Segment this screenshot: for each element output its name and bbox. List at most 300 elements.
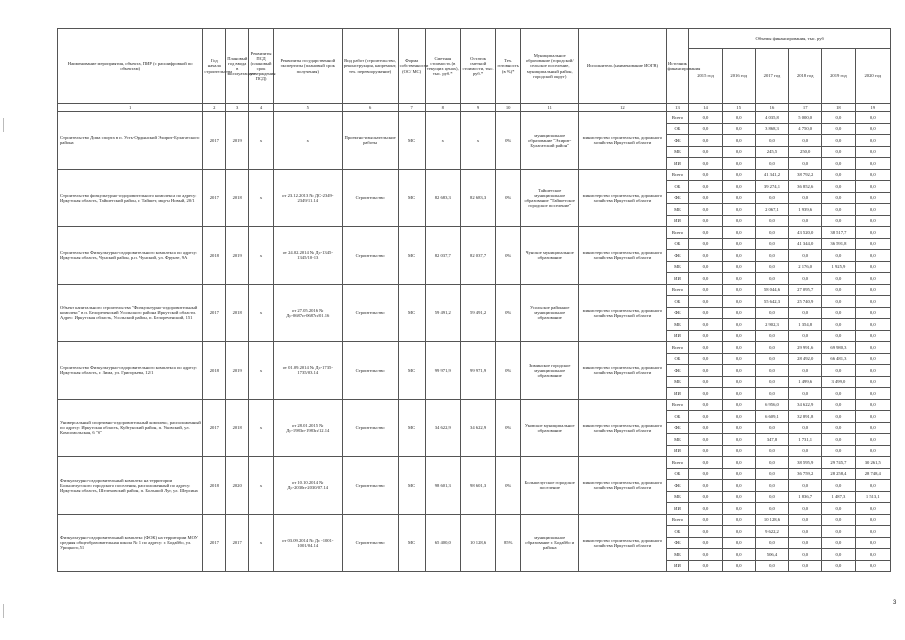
funding-value: 0,0 [755,273,788,285]
expertise-details: от 01.09.2014 № Дс-1735-1735/03.14 [274,342,343,400]
funding-value: 28 748,4 [855,468,890,480]
funding-value: 0,0 [855,169,890,181]
funding-value: 0,0 [822,514,855,526]
funding-value: 0,0 [689,330,722,342]
funding-source: МБ [666,491,689,503]
funding-value: 0,0 [855,549,890,561]
work-type: Строительство [342,457,398,515]
funding-source: МБ [666,261,689,273]
funding-value: 0,0 [722,514,755,526]
funding-value: 0,0 [755,353,788,365]
funding-value: 0,0 [755,480,788,492]
psd-details: х [249,112,274,170]
funding-value: 0,0 [755,457,788,469]
table-row [58,227,891,239]
funding-value: 0,0 [789,537,822,549]
funding-value: 0,0 [722,307,755,319]
header-psd: Реквизиты ПСД (плановый срок утверждения ПСД) [249,29,274,104]
executor: министерство строительства, дорожного хозяйства Иркутской области [579,112,666,170]
funding-value: 0,0 [789,215,822,227]
funding-value: 0,0 [855,307,890,319]
municipality: Тайшетское муниципальное образование "Тайшетское городское поселение" [521,169,579,227]
end-year: 2018 [226,399,249,457]
funding-value: 2 902,3 [755,319,788,331]
funding-value: 41 341,2 [755,169,788,181]
header-expertise: Реквизиты государственной экспертизы (плановый срок получения) [274,29,343,104]
funding-source: Всего [666,227,689,239]
funding-value: 0,0 [689,434,722,446]
funding-value: 0,0 [689,342,722,354]
funding-value: 0,0 [722,445,755,457]
funding-source: ОБ [666,181,689,193]
remaining-cost: 59 491,2 [460,284,495,342]
table-row [58,514,891,526]
funding-value: 0,0 [722,480,755,492]
funding-value: 0,0 [689,273,722,285]
funding-value: 0,0 [855,353,890,365]
funding-value: 245,5 [755,146,788,158]
end-year: 2019 [226,342,249,400]
funding-value: 27 095,7 [789,284,822,296]
funding-value: 0,0 [722,112,755,124]
funding-value: 0,0 [689,399,722,411]
header-year: 2015 год [689,49,722,104]
funding-value: 0,0 [822,123,855,135]
start-year: 2017 [203,514,226,572]
expertise-details: от 24.02.2014 № Дс-1345-1345/10-13 [274,227,343,285]
table-row [58,169,891,181]
end-year: 2017 [226,514,249,572]
funding-value: 0,0 [822,192,855,204]
funding-source: ИИ [666,215,689,227]
funding-value: 0,0 [789,330,822,342]
funding-value: 0,0 [789,388,822,400]
funding-value: 0,0 [689,353,722,365]
funding-value: 9 622,2 [755,526,788,538]
project-name: Физкультурно-оздоровительный комплекс (ФОК) на территории МОУ средняя общеобразовательная школа № 1 по адресу: г. Бодайбо, ул. Урицкого,51 [58,514,203,572]
funding-value: 0,0 [722,537,755,549]
funding-value: 0,0 [855,112,890,124]
financing-table [57,28,891,572]
column-number: 16 [755,104,788,112]
funding-value: 0,0 [822,365,855,377]
funding-value: 0,0 [722,215,755,227]
executor: министерство строительства, дорожного хозяйства Иркутской области [579,514,666,572]
funding-value: 32 891,8 [789,411,822,423]
funding-value: 1 925,9 [822,261,855,273]
column-number: 2 [203,104,226,112]
column-number: 18 [822,104,855,112]
funding-source: ИИ [666,445,689,457]
funding-value: 0,0 [855,376,890,388]
funding-value: 0,0 [789,445,822,457]
funding-value: 1 499,6 [789,376,822,388]
table-body [58,112,891,572]
funding-value: 3 868,3 [755,123,788,135]
funding-value: 0,0 [789,192,822,204]
funding-value: 0,0 [855,342,890,354]
funding-value: 0,0 [822,388,855,400]
funding-value: 0,0 [855,273,890,285]
column-number: 6 [342,104,398,112]
funding-value: 1 731,1 [789,434,822,446]
funding-value: 38 595,9 [789,457,822,469]
project-name: Строительство Физкультурно-оздоровительного комплекса по адресу: Иркутская область, Чунский район, р.п. Чунский, ул. Фрунзе, 9А [58,227,203,285]
funding-value: 4 035,8 [755,112,788,124]
work-type: Строительство [342,514,398,572]
executor: министерство строительства, дорожного хозяйства Иркутской области [579,399,666,457]
funding-value: 0,0 [722,388,755,400]
funding-source: ИИ [666,330,689,342]
funding-value: 0,0 [722,146,755,158]
executor: министерство строительства, дорожного хозяйства Иркутской области [579,227,666,285]
funding-value: 0,0 [755,238,788,250]
executor: министерство строительства, дорожного хозяйства Иркутской области [579,457,666,515]
project-name: Строительство Физкультурно-оздоровительного комплекса по адресу: Иркутская область, г. Зима, ул. Григорьева, 12/1 [58,342,203,400]
remaining-cost: 99 971,9 [460,342,495,400]
municipality: Большелугское городское поселение [521,457,579,515]
funding-value: 0,0 [855,365,890,377]
funding-value: 0,0 [855,181,890,193]
funding-value: 0,0 [755,342,788,354]
readiness: 85% [496,514,521,572]
funding-source: ИИ [666,273,689,285]
funding-value: 30 261,5 [855,457,890,469]
funding-value: 0,0 [855,503,890,515]
estimated-cost: 99 971,9 [425,342,460,400]
funding-value: 506,4 [755,549,788,561]
funding-value: 0,0 [822,549,855,561]
funding-source: ФБ [666,365,689,377]
expertise-details: от 28.01.2015 № Дс-1983п-1983п/12.14 [274,399,343,457]
header-year: 2018 год [789,49,822,104]
funding-value: 0,0 [689,215,722,227]
funding-value: 1 513,1 [855,491,890,503]
funding-value: 0,0 [855,526,890,538]
funding-value: 0,0 [855,192,890,204]
funding-value: 0,0 [722,330,755,342]
funding-value: 0,0 [855,238,890,250]
funding-value: 0,0 [855,319,890,331]
funding-value: 0,0 [855,434,890,446]
funding-value: 0,0 [689,261,722,273]
table-row [58,342,891,354]
column-number: 7 [398,104,425,112]
funding-value: 0,0 [689,457,722,469]
funding-value: 0,0 [822,273,855,285]
funding-value: 0,0 [855,388,890,400]
funding-value: 0,0 [822,503,855,515]
funding-value: 55 642,3 [755,296,788,308]
funding-source: ИИ [666,503,689,515]
ownership-form: МС [398,169,425,227]
funding-value: 0,0 [689,549,722,561]
municipality: Уковское муниципальное образование [521,399,579,457]
column-number: 17 [789,104,822,112]
start-year: 2017 [203,399,226,457]
funding-source: Всего [666,399,689,411]
header-end-year: Плановый год ввода в эксплуатацию [226,29,249,104]
funding-source: МБ [666,204,689,216]
funding-value: 28 258,4 [822,468,855,480]
scan-artifact [3,604,4,618]
column-number: 19 [855,104,890,112]
estimated-cost: 34 622,9 [425,399,460,457]
municipality: Чунское муниципальное образование [521,227,579,285]
column-number: 10 [496,104,521,112]
municipality: муниципальное образование "Эхирит-Булагатский район" [521,112,579,170]
funding-value: 0,0 [822,215,855,227]
funding-value: 36 759,2 [789,468,822,480]
start-year: 2017 [203,169,226,227]
ownership-form: МС [398,399,425,457]
funding-source: ФБ [666,250,689,262]
start-year: 2018 [203,342,226,400]
end-year: 2018 [226,169,249,227]
header-estimated-cost: Сметная стоимость (в текущих ценах), тыс. руб.* [425,29,460,104]
remaining-cost: 98 601,3 [460,457,495,515]
funding-value: 0,0 [855,330,890,342]
funding-value: 29 991,6 [789,342,822,354]
column-number: 14 [689,104,722,112]
readiness: 0% [496,112,521,170]
funding-value: 0,0 [689,411,722,423]
funding-value: 0,0 [755,135,788,147]
ownership-form: МС [398,112,425,170]
funding-value: 0,0 [822,158,855,170]
column-number: 11 [521,104,579,112]
funding-value: 0,0 [689,560,722,572]
funding-value: 0,0 [722,227,755,239]
funding-value: 34 622,9 [789,399,822,411]
funding-value: 0,0 [855,560,890,572]
funding-value: 0,0 [689,146,722,158]
funding-source: Всего [666,514,689,526]
ownership-form: МС [398,284,425,342]
funding-value: 0,0 [789,365,822,377]
ownership-form: МС [398,457,425,515]
funding-value: 0,0 [822,537,855,549]
executor: министерство строительства, дорожного хозяйства Иркутской области [579,169,666,227]
expertise-details: от 27.05.2016 № Дс-0687п-0687п/01.16 [274,284,343,342]
funding-source: ОБ [666,296,689,308]
funding-source: ФБ [666,480,689,492]
header-source: Источник финансирования [666,29,689,104]
municipality: Усольское районное муниципальное образование [521,284,579,342]
funding-value: 0,0 [689,537,722,549]
project-name: Универсальный спортивно-оздоровительный комплекс, расположенный по адресу: Иркутская область, Куйтунский район, п. Уковский, ул. Комсомольская, 6 "б" [58,399,203,457]
funding-value: 0,0 [822,445,855,457]
funding-value: 0,0 [722,261,755,273]
readiness: 0% [496,169,521,227]
project-name: Объект капитального строительства "Физкультурно-оздоровительный комплекс" в п. Белореченский Усольского района Иркутской области. Адрес: Иркутская область, Усольский район, п. Белореченский, 151 [58,284,203,342]
funding-value: 0,0 [755,215,788,227]
header-ownership: Форма собственности (ОС/ МС) [398,29,425,104]
funding-value: 0,0 [755,537,788,549]
funding-value: 0,0 [689,296,722,308]
header-work-type: Вид работ (строительство, реконструкция, капремонт, тех. перевооружение) [342,29,398,104]
psd-details: х [249,514,274,572]
funding-value: 0,0 [689,158,722,170]
funding-value: 0,0 [722,342,755,354]
funding-source: МБ [666,319,689,331]
funding-value: 0,0 [855,135,890,147]
project-name: Строительство физкультурно-оздоровительного комплекса по адресу: Иркутская область, Тайшетский район, г. Тайшет, мкр-н Новый, 20/1 [58,169,203,227]
funding-value: 0,0 [722,503,755,515]
estimated-cost: 65 400,0 [425,514,460,572]
funding-source: Всего [666,169,689,181]
municipality: Зиминское городское муниципальное образование [521,342,579,400]
funding-source: ФБ [666,537,689,549]
funding-value: 0,0 [855,480,890,492]
project-name: Строительство Дома спорта в п. Усть-Ордынский Эхирит-Булагатского района [58,112,203,170]
remaining-cost: х [460,112,495,170]
funding-value: 0,0 [722,376,755,388]
column-number: 1 [58,104,203,112]
funding-source: ОБ [666,411,689,423]
funding-value: 0,0 [755,307,788,319]
funding-value: 0,0 [689,319,722,331]
column-number: 8 [425,104,460,112]
funding-value: 0,0 [689,112,722,124]
funding-value: 0,0 [755,250,788,262]
estimated-cost: 82 037,7 [425,227,460,285]
work-type: Строительство [342,342,398,400]
funding-value: 1 487,3 [822,491,855,503]
funding-value: 0,0 [722,411,755,423]
funding-value: 10 128,6 [755,514,788,526]
funding-value: 0,0 [855,411,890,423]
funding-value: 0,0 [689,192,722,204]
project-name: Физкультурно-оздоровительный комплекс на территории Большелугского городского поселения, расположенный по адресу: Иркутская область, Шелеховский район, п. Большой Луг, ул. Шерсина [58,457,203,515]
funding-source: Всего [666,457,689,469]
end-year: 2020 [226,457,249,515]
funding-source: МБ [666,434,689,446]
funding-value: 0,0 [822,284,855,296]
funding-value: 0,0 [755,376,788,388]
expertise-details: от 03.09.2014 № Дс -1001-1001/04.14 [274,514,343,572]
funding-source: ОБ [666,468,689,480]
funding-value: 0,0 [822,307,855,319]
funding-value: 0,0 [789,135,822,147]
funding-value: 0,0 [822,135,855,147]
funding-source: ОБ [666,526,689,538]
funding-value: 0,0 [689,365,722,377]
estimated-cost: 82 683,3 [425,169,460,227]
funding-value: 0,0 [855,204,890,216]
readiness: 0% [496,399,521,457]
funding-value: 0,0 [822,204,855,216]
funding-value: 0,0 [722,560,755,572]
column-number: 13 [666,104,689,112]
funding-value: 0,0 [822,526,855,538]
work-type: Строительство [342,227,398,285]
funding-source: ФБ [666,307,689,319]
funding-value: 0,0 [689,526,722,538]
funding-value: 0,0 [722,296,755,308]
funding-value: 2 067,1 [755,204,788,216]
column-number: 12 [579,104,666,112]
expertise-details: от 10.10.2014 № Дс-2030п-2030/07.14 [274,457,343,515]
funding-value: 0,0 [722,549,755,561]
funding-value: 0,0 [789,158,822,170]
funding-value: 0,0 [689,123,722,135]
funding-value: 0,0 [822,330,855,342]
scan-artifact [3,118,4,132]
funding-value: 0,0 [722,491,755,503]
funding-value: 0,0 [755,491,788,503]
funding-value: 0,0 [722,365,755,377]
funding-value: 0,0 [722,204,755,216]
funding-value: 0,0 [822,411,855,423]
funding-source: ОБ [666,123,689,135]
funding-source: Всего [666,284,689,296]
start-year: 2018 [203,457,226,515]
funding-value: 0,0 [689,480,722,492]
work-type: Строительство [342,399,398,457]
header-year: 2016 год [722,49,755,104]
end-year: 2019 [226,112,249,170]
funding-value: 0,0 [822,146,855,158]
funding-value: 0,0 [822,434,855,446]
funding-value: 0,0 [689,468,722,480]
funding-source: ФБ [666,135,689,147]
funding-value: 0,0 [722,284,755,296]
funding-value: 0,0 [689,503,722,515]
funding-value: 0,0 [689,135,722,147]
funding-value: 0,0 [689,491,722,503]
funding-source: МБ [666,146,689,158]
funding-value: 0,0 [789,514,822,526]
funding-value: 0,0 [855,215,890,227]
funding-value: 29 745,7 [822,457,855,469]
funding-value: 0,0 [689,284,722,296]
funding-value: 0,0 [822,399,855,411]
header-readiness: Тех. готовность (в %)* [496,29,521,104]
psd-details: х [249,399,274,457]
funding-value: 2 176,0 [789,261,822,273]
funding-value: 0,0 [855,422,890,434]
funding-value: 58 044,6 [755,284,788,296]
funding-value: 0,0 [722,468,755,480]
funding-value: 69 980,3 [822,342,855,354]
funding-value: 6 956,0 [755,399,788,411]
psd-details: х [249,169,274,227]
funding-value: 0,0 [755,227,788,239]
funding-value: 0,0 [755,388,788,400]
funding-value: 0,0 [755,330,788,342]
ownership-form: МС [398,514,425,572]
funding-value: 0,0 [822,250,855,262]
ownership-form: МС [398,342,425,400]
table-row [58,457,891,469]
column-number: 3 [226,104,249,112]
header-municipality: Муниципальное образование (городской/сельское поселение, муниципальный район, городской округ) [521,29,579,104]
funding-value: 38 517,7 [822,227,855,239]
remaining-cost: 34 622,9 [460,399,495,457]
funding-value: 36 591,8 [822,238,855,250]
funding-source: МБ [666,376,689,388]
funding-source: ИИ [666,388,689,400]
funding-value: 0,0 [822,319,855,331]
header-year: 2020 год [855,49,890,104]
funding-value: 0,0 [789,560,822,572]
funding-value: 1 939,6 [789,204,822,216]
readiness: 0% [496,457,521,515]
ownership-form: МС [398,227,425,285]
readiness: 0% [496,342,521,400]
table-row [58,112,891,124]
